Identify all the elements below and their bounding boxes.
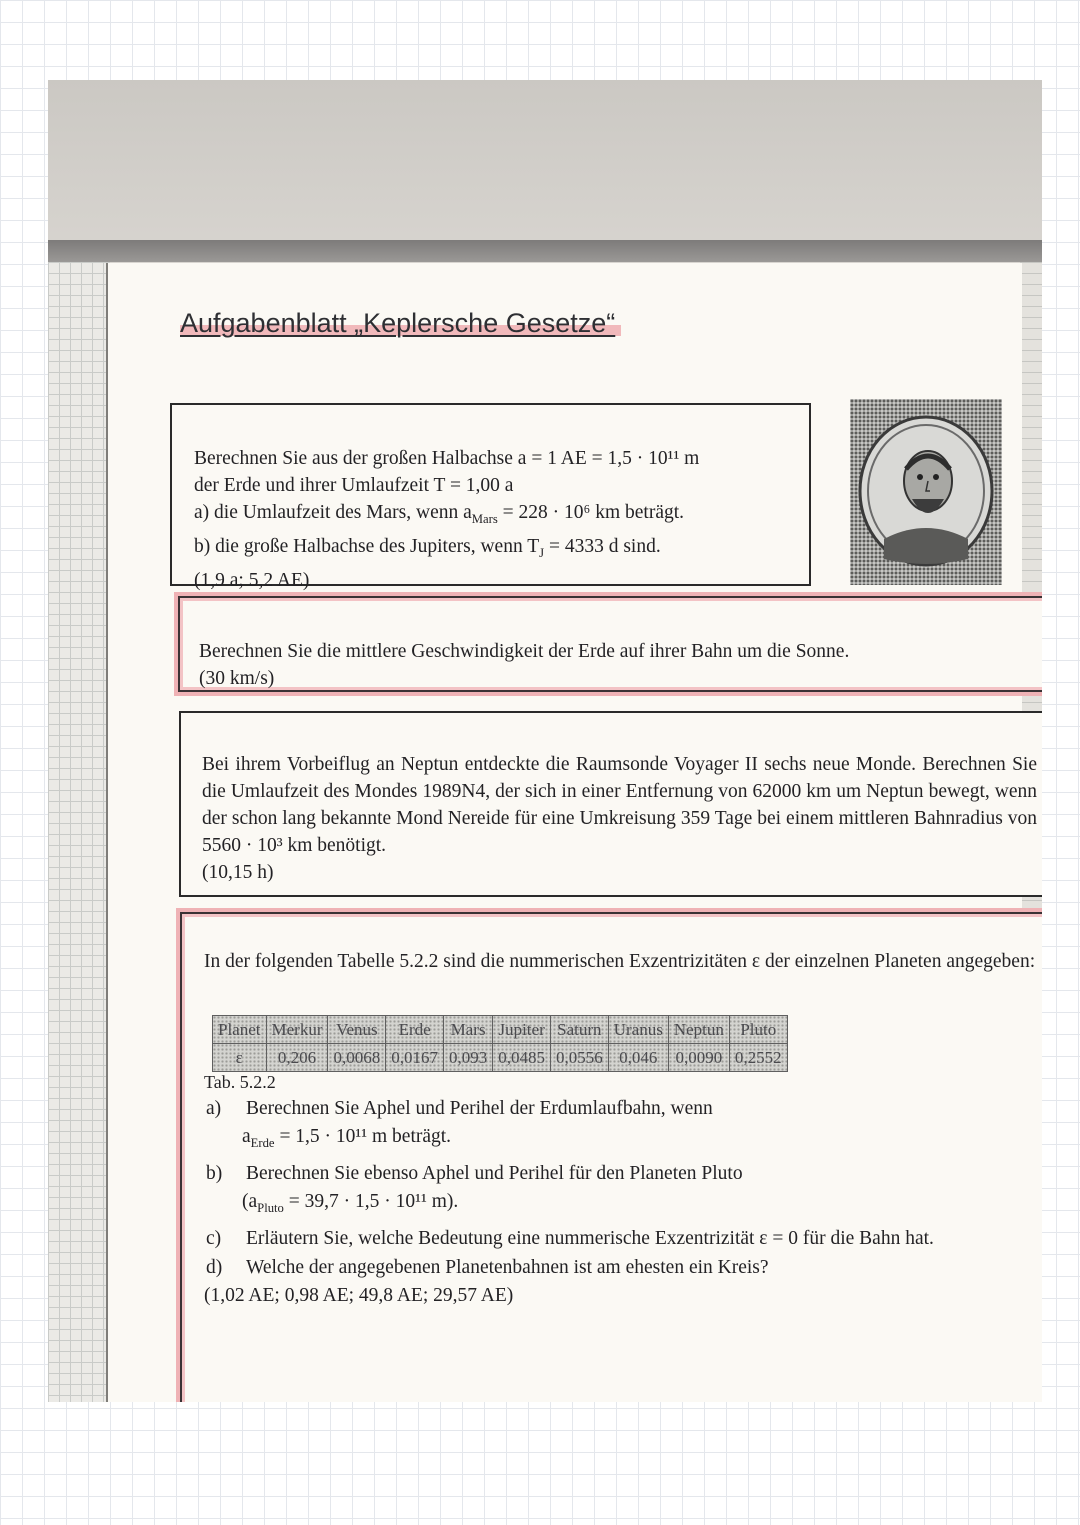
formula-sub: Pluto xyxy=(257,1200,284,1215)
formula-rest: = 1,5 · 10¹¹ m beträgt. xyxy=(274,1126,452,1147)
task-2-answer: (30 km/s) xyxy=(199,668,275,689)
table-caption: Tab. 5.2.2 xyxy=(204,1072,276,1092)
table-cell: Pluto xyxy=(729,1016,787,1044)
task-1-item-b-text-2: = 4333 d sind. xyxy=(544,535,661,557)
task-1-line-1: Berechnen Sie aus der großen Halbachse a = 1 AE = 1,5 · 10¹¹ m xyxy=(194,448,700,469)
task-1-answer: (1,9 a; 5,2 AE) xyxy=(194,569,310,591)
task-2-text: Berechnen Sie die mittlere Geschwindigkeit der Erde auf ihrer Bahn um die Sonne. xyxy=(199,641,850,662)
table-cell: Mars xyxy=(443,1016,492,1044)
subtask-d-label: d) xyxy=(206,1256,223,1278)
formula-var: (a xyxy=(242,1190,258,1212)
table-cell: 0,0090 xyxy=(668,1044,729,1072)
task-1-item-a-sub: Mars xyxy=(471,511,498,526)
table-cell: 0,206 xyxy=(266,1044,328,1072)
task-1-item-a xyxy=(194,499,801,533)
list-item xyxy=(206,1253,1040,1282)
task-1-item-a-text-2: = 228 · 10⁶ km beträgt. xyxy=(497,502,685,523)
formula-var: a xyxy=(242,1126,251,1147)
task-4-intro: In der folgenden Tabelle 5.2.2 sind die nummerischen Exzentrizitäten ε der einzelnen Planeten angegeben: xyxy=(204,951,1036,972)
subtask-d-text: Welche der angegebenen Planetenbahnen ist am ehesten ein Kreis? xyxy=(246,1256,769,1278)
task-2-box xyxy=(178,596,1042,692)
task-1-line-2: der Erde und ihrer Umlaufzeit T = 1,00 a xyxy=(194,475,514,496)
list-item xyxy=(206,1159,1040,1188)
subtask-a-label: a) xyxy=(206,1098,222,1119)
table-cell: Planet xyxy=(213,1016,267,1044)
table-cell: Erde xyxy=(386,1016,444,1044)
table-cell: Saturn xyxy=(550,1016,608,1044)
table-cell: 0,046 xyxy=(608,1044,668,1072)
table-row xyxy=(213,1044,788,1072)
task-1-item-b-text: die große Halbachse des Jupiters, wenn T xyxy=(215,535,540,557)
table-cell: ε xyxy=(213,1044,267,1072)
task-4-subtasks-cd xyxy=(206,1224,1040,1282)
subtask-b-label: b) xyxy=(206,1162,223,1184)
list-item xyxy=(206,1094,1040,1123)
table-cell: 0,0556 xyxy=(550,1044,608,1072)
task-4-box xyxy=(180,912,1042,1402)
task-1-item-b-sub: J xyxy=(539,545,545,560)
subtask-a-text: Berechnen Sie Aphel und Perihel der Erdumlaufbahn, wenn xyxy=(246,1098,713,1119)
task-1-item-a-text: die Umlaufzeit des Mars, wenn a xyxy=(214,502,472,523)
task-4-subtasks-b xyxy=(206,1159,1040,1188)
list-item xyxy=(206,1224,1040,1253)
left-graph-paper xyxy=(48,262,110,1402)
task-3-text: Bei ihrem Vorbeiflug an Neptun entdeckte die Raumsonde Voyager II sechs neue Monde. Berechnen Sie die Umlaufzeit des Mondes 1989N4, der sich in einer Entfernung von 62000 km um Neptun bewegt, wenn der schon lang bekannte Mond Nereide für eine Umkreisung 359 Tage bei einem mittleren Bahnradius von 5560 · 10³ km benötigt. xyxy=(202,754,1037,856)
table-cell: Venus xyxy=(328,1016,386,1044)
kepler-portrait-image xyxy=(850,399,1002,585)
table-cell: 0,0485 xyxy=(493,1044,551,1072)
notebook-photo xyxy=(48,80,1042,1402)
subtask-b-formula xyxy=(204,1188,1040,1222)
task-1-item-a-label: a) xyxy=(194,502,210,523)
table-cell: Merkur xyxy=(266,1016,328,1044)
task-4-answer: (1,02 AE; 0,98 AE; 49,8 AE; 29,57 AE) xyxy=(204,1284,514,1306)
subtask-c-text: Erläutern Sie, welche Bedeutung eine nummerische Exzentrizität ε = 0 für die Bahn hat. xyxy=(246,1227,934,1249)
table-cell: Neptun xyxy=(668,1016,729,1044)
formula-rest: = 39,7 · 1,5 · 10¹¹ m). xyxy=(283,1190,459,1212)
task-1-box xyxy=(170,403,811,591)
table-cell: 0,0068 xyxy=(328,1044,386,1072)
table-cell: Jupiter xyxy=(493,1016,551,1044)
table-cell: 0,2552 xyxy=(729,1044,787,1072)
table-header-row xyxy=(213,1016,788,1044)
table-cell: 0,093 xyxy=(443,1044,492,1072)
subtask-b-text: Berechnen Sie ebenso Aphel und Perihel für den Planeten Pluto xyxy=(246,1162,743,1184)
subtask-a-formula xyxy=(204,1123,1040,1157)
task-1-item-b xyxy=(194,533,801,567)
table-cell: Uranus xyxy=(608,1016,668,1044)
worksheet-title: Aufgabenblatt „Keplersche Gesetze“ xyxy=(180,308,621,339)
binder-strip xyxy=(48,240,1042,262)
task-3-box xyxy=(179,711,1042,897)
page-shadow xyxy=(48,80,1042,265)
formula-sub: Erde xyxy=(250,1135,275,1150)
eccentricity-table xyxy=(212,1015,788,1072)
task-1-item-b-label: b) xyxy=(194,535,211,557)
task-3-answer: (10,15 h) xyxy=(202,862,274,883)
table-cell: 0,0167 xyxy=(386,1044,444,1072)
subtask-c-label: c) xyxy=(206,1227,222,1249)
worksheet xyxy=(106,263,1037,1402)
task-4-subtasks xyxy=(206,1094,1040,1123)
